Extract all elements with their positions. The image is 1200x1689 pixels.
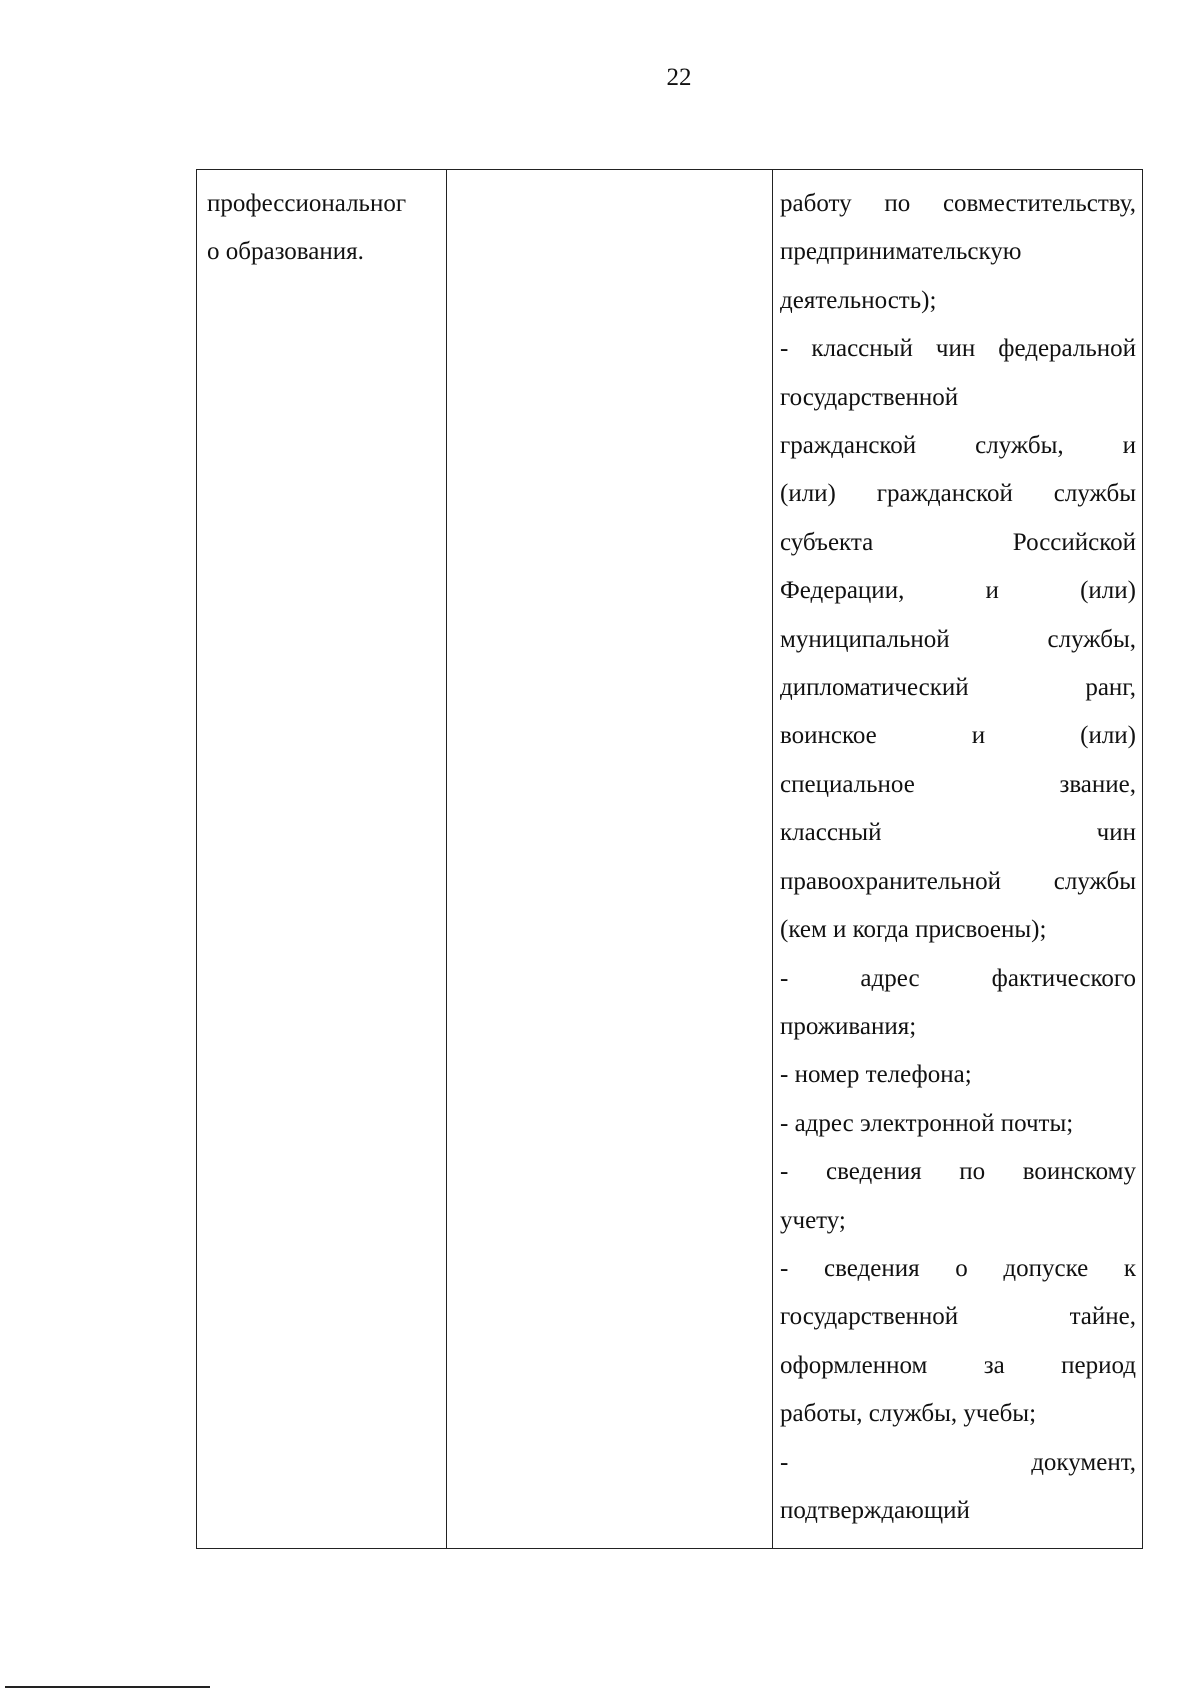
text-line: классный чин	[780, 819, 1136, 847]
text-line: Федерации, и (или)	[780, 577, 1136, 605]
text-line: подтверждающий	[780, 1496, 970, 1524]
text-line: работу по совместительству,	[780, 190, 1136, 217]
text-line: деятельность);	[780, 286, 937, 314]
text-line: - номер телефона;	[780, 1061, 972, 1089]
text-line: предпринимательскую	[780, 238, 1022, 266]
text-line: гражданской службы, и	[780, 432, 1136, 460]
text-line: государственной	[780, 383, 959, 411]
text-line: проживания;	[780, 1012, 917, 1040]
text-line: оформленном за период	[780, 1351, 1136, 1379]
column-divider	[446, 170, 447, 1548]
table-cell-education	[207, 180, 437, 277]
text-line: субъекта Российской	[780, 528, 1136, 556]
text-line: (кем и когда присвоены);	[780, 916, 1047, 944]
text-line: - адрес электронной почты;	[780, 1109, 1074, 1137]
requirements-table	[196, 169, 1143, 1549]
column-divider	[772, 170, 773, 1548]
text-line: (или) гражданской службы	[780, 480, 1136, 508]
text-line: правоохранительной службы	[780, 867, 1136, 895]
text-line: о образования.	[207, 238, 364, 266]
text-line: работы, службы, учебы;	[780, 1400, 1037, 1428]
text-line: муниципальной службы,	[780, 625, 1136, 653]
text-line: - классный чин федеральной	[780, 335, 1136, 363]
text-line: специальное звание,	[780, 770, 1136, 798]
text-line: государственной тайне,	[780, 1303, 1136, 1331]
text-line: - сведения по воинскому	[780, 1158, 1136, 1186]
text-line: - документ,	[780, 1448, 1136, 1476]
text-line: - адрес фактического	[780, 964, 1136, 992]
text-line: дипломатический ранг,	[780, 674, 1136, 702]
text-line: воинское и (или)	[780, 722, 1136, 750]
footnote-separator	[5, 1686, 210, 1688]
text-line: учету;	[780, 1206, 846, 1234]
text-line: профессиональног	[207, 190, 407, 217]
text-line: - сведения о допуске к	[780, 1254, 1136, 1282]
page-number: 22	[666, 64, 692, 91]
table-cell-documents	[780, 180, 1136, 1535]
